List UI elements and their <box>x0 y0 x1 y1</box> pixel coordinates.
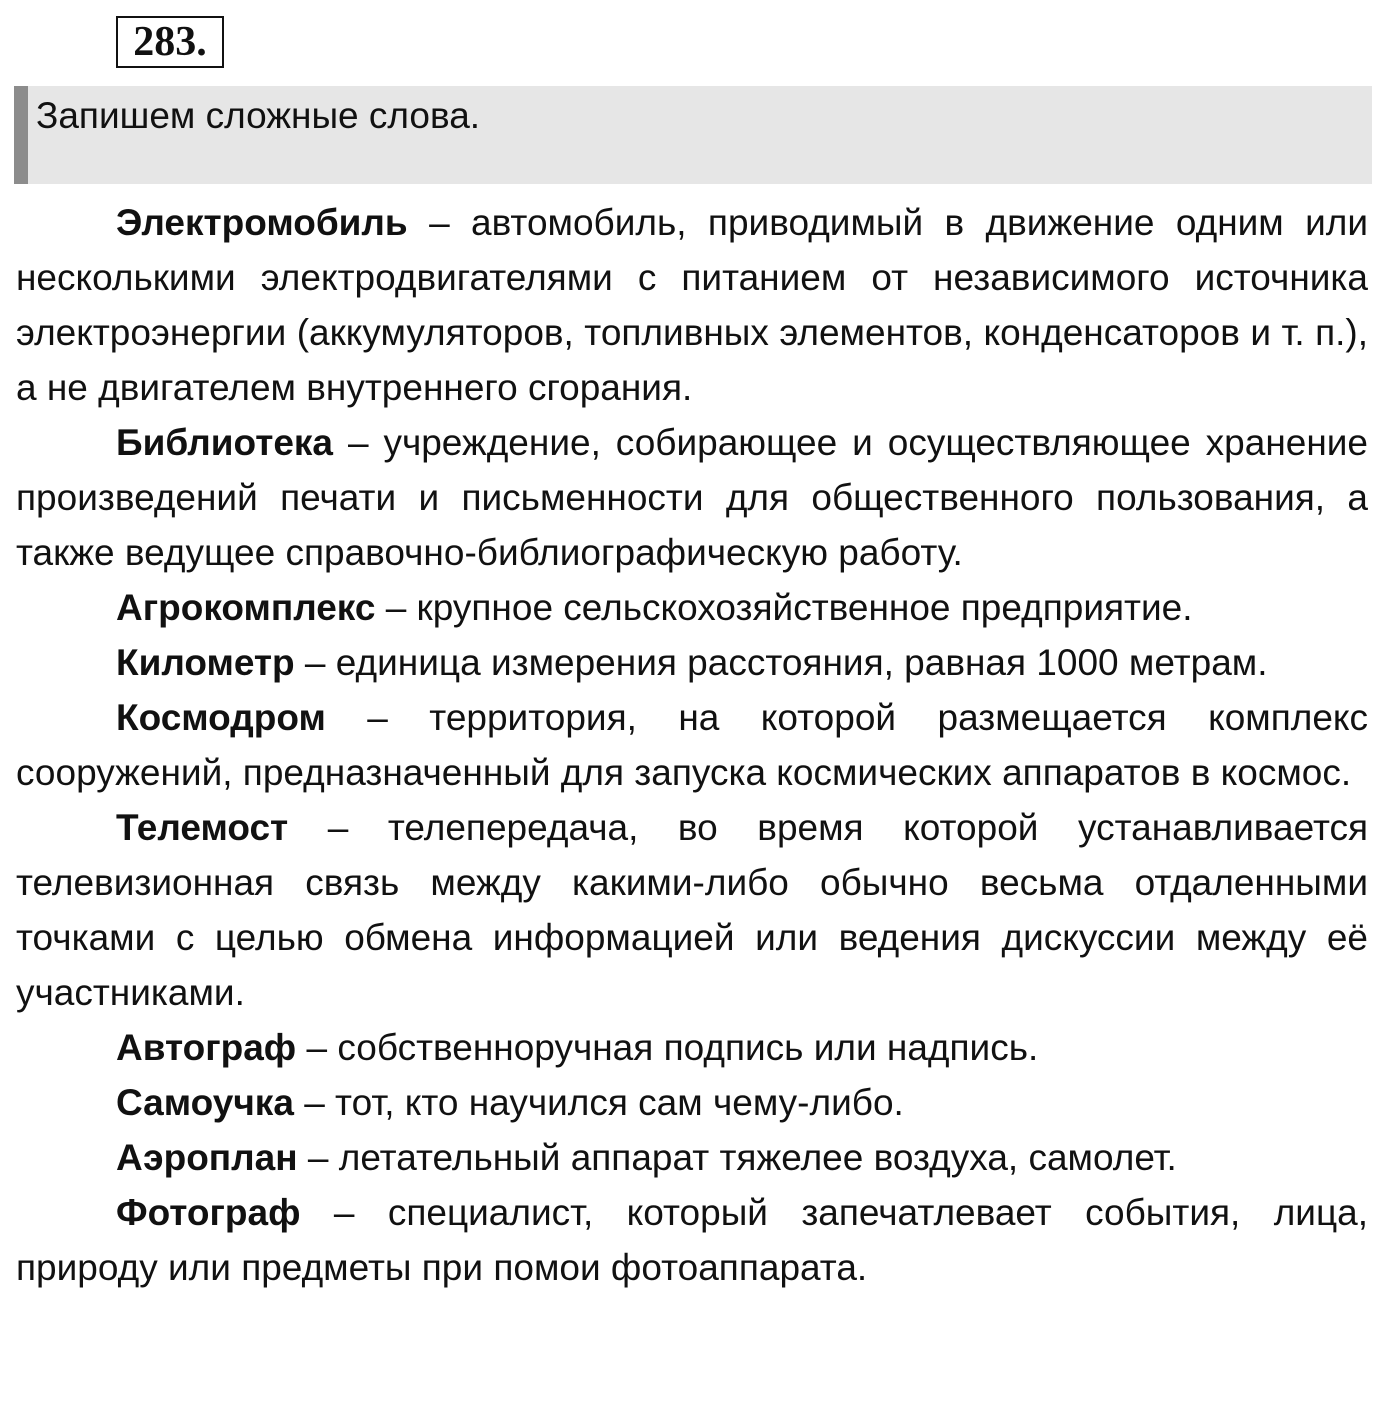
entry-term: Электромобиль <box>116 202 408 243</box>
definition-entry <box>16 690 1368 800</box>
entry-dash: – <box>333 1192 355 1233</box>
entry-dash: – <box>304 1082 325 1123</box>
entry-term: Телемост <box>116 807 289 848</box>
definition-entry <box>16 1075 1368 1130</box>
entry-term: Километр <box>116 642 295 683</box>
entry-term: Агрокомплекс <box>116 587 376 628</box>
definition-entry <box>16 580 1368 635</box>
entry-definition: летательный аппарат тяжелее воздуха, самолет. <box>338 1137 1177 1178</box>
entry-dash: – <box>304 642 326 683</box>
entry-definition: собственноручная подпись или надпись. <box>337 1027 1039 1068</box>
task-number-badge: 283. <box>116 16 224 68</box>
entry-term: Аэроплан <box>116 1137 298 1178</box>
entry-dash: – <box>347 422 369 463</box>
entry-dash: – <box>307 1137 329 1178</box>
definition-entry <box>16 635 1368 690</box>
entry-term: Автограф <box>116 1027 297 1068</box>
definition-entry <box>16 1185 1368 1295</box>
instruction-text: Запишем сложные слова. <box>36 95 481 136</box>
definition-entry <box>16 195 1368 415</box>
entry-definition: телепередача, во время которой устанавливается телевизионная связь между какими-либо обычно весьма отдаленными точками с целью обмена информацией или ведения дискуссии между её участниками. <box>16 807 1369 1013</box>
entry-dash: – <box>367 697 388 738</box>
entry-definition: крупное сельскохозяйственное предприятие. <box>416 587 1193 628</box>
entry-definition: автомобиль, приводимый в движение одним или несколькими электродвигателями с питанием от независимого источника электроэнергии (аккумуляторов, топливных элементов, конденсаторов и т. п.), а не двигателем внутреннего сгорания. <box>16 202 1369 408</box>
entry-term: Самоучка <box>116 1082 294 1123</box>
entry-definition: тот, кто научился сам чему-либо. <box>335 1082 904 1123</box>
entry-definition: единица измерения расстояния, равная 1000 метрам. <box>335 642 1268 683</box>
definition-entry <box>16 415 1368 580</box>
entry-definition: территория, на которой размещается комплекс сооружений, предназначенный для запуска космических аппаратов в космос. <box>16 697 1369 793</box>
definition-entry <box>16 800 1368 1020</box>
entry-dash: – <box>327 807 349 848</box>
entry-dash: – <box>429 202 450 243</box>
instruction-box <box>14 86 1372 184</box>
definitions-list <box>16 195 1368 1295</box>
definition-entry <box>16 1130 1368 1185</box>
entry-dash: – <box>306 1027 328 1068</box>
entry-term: Библиотека <box>116 422 333 463</box>
definition-entry <box>16 1020 1368 1075</box>
entry-definition: специалист, который запечатлевает события, лица, природу или предметы при помои фотоаппарата. <box>16 1192 1369 1288</box>
entry-definition: учреждение, собирающее и осуществляющее хранение произведений печати и письменности для общественного пользования, а также ведущее справочно-библиографическую работу. <box>16 422 1369 573</box>
entry-term: Космодром <box>116 697 326 738</box>
entry-term: Фотограф <box>116 1192 301 1233</box>
entry-dash: – <box>385 587 407 628</box>
